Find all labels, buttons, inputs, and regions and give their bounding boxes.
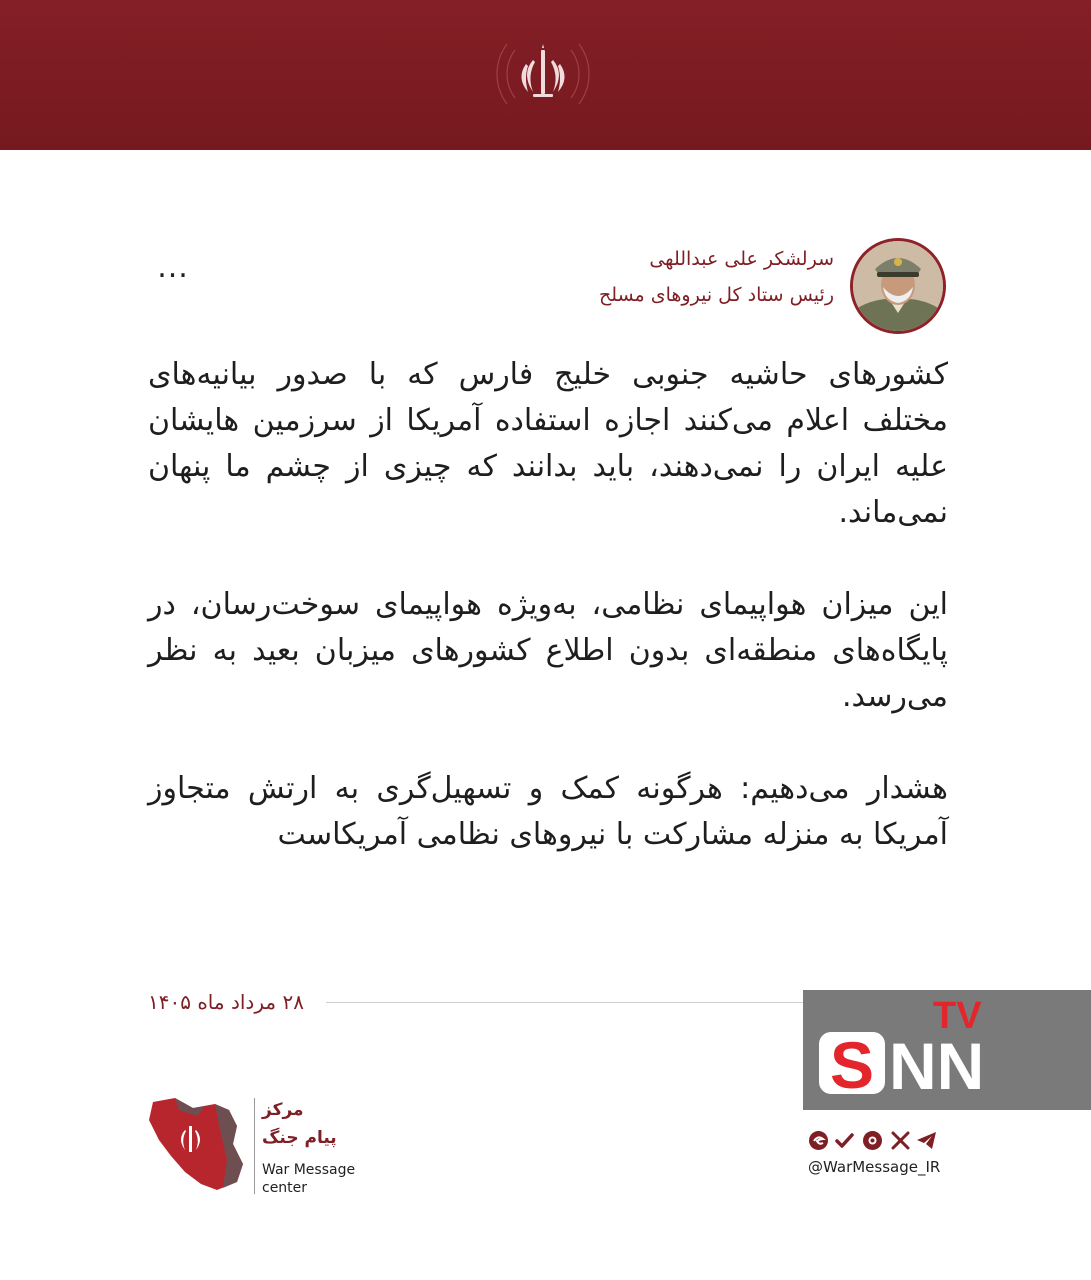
center-name-fa-line2: پیام جنگ: [262, 1128, 337, 1148]
footer-divider: [254, 1098, 255, 1194]
iran-map-icon: [145, 1090, 255, 1200]
center-name-en-line2: center: [262, 1180, 308, 1196]
post-body: [148, 352, 948, 904]
snn-tv-watermark: [803, 990, 1091, 1110]
author-name: سرلشکر علی عبداللهی: [649, 248, 834, 270]
author-title: رئیس ستاد کل نیروهای مسلح: [599, 284, 834, 306]
paragraph-2: این میزان هواپیمای نظامی، به‌ویژه هواپیمای سوخت‌رسان، در پایگاه‌های منطقه‌ای بدون اطلاع کشورهای میزبان بعید به نظر می‌رسد.: [148, 587, 948, 714]
paragraph-3: هشدار می‌دهیم: هرگونه کمک و تسهیل‌گری به ارتش متجاوز آمریکا به منزله مشارکت با نیروهای نظامی آمریکاست: [148, 771, 948, 852]
social-handle[interactable]: @WarMessage_IR: [808, 1158, 941, 1176]
watermark-s-text: S: [829, 1028, 875, 1102]
avatar[interactable]: [850, 238, 946, 334]
social-links: [808, 1130, 948, 1154]
eitaa-icon[interactable]: [808, 1130, 829, 1151]
watermark-nn-text: NN: [889, 1029, 985, 1103]
author-block: [546, 236, 946, 324]
x-icon[interactable]: [890, 1130, 911, 1151]
war-message-logo: [145, 1090, 375, 1200]
verified-icon[interactable]: [834, 1130, 855, 1151]
center-name-en-line1: War Message: [262, 1162, 356, 1178]
iran-emblem-icon: [495, 26, 591, 122]
more-horizontal-icon: ...: [157, 250, 189, 285]
post-date: ۲۸ مرداد ماه ۱۴۰۵: [148, 990, 304, 1014]
rubika-icon[interactable]: [862, 1130, 883, 1151]
paragraph-1: کشورهای حاشیه جنوبی خلیج فارس که با صدور بیانیه‌های مختلف اعلام می‌کنند اجازه استفاده آمریکا از سرزمین هایشان علیه ایران را نمی‌دهند، باید بدانند که چیزی از چشم ما پنهان نمی‌ماند.: [148, 357, 948, 530]
more-options-button[interactable]: [150, 248, 196, 288]
center-name-fa-line1: مرکز: [262, 1100, 304, 1120]
telegram-icon[interactable]: [916, 1130, 937, 1151]
watermark-tv-text: TV: [933, 995, 982, 1037]
header-banner: [0, 0, 1091, 150]
